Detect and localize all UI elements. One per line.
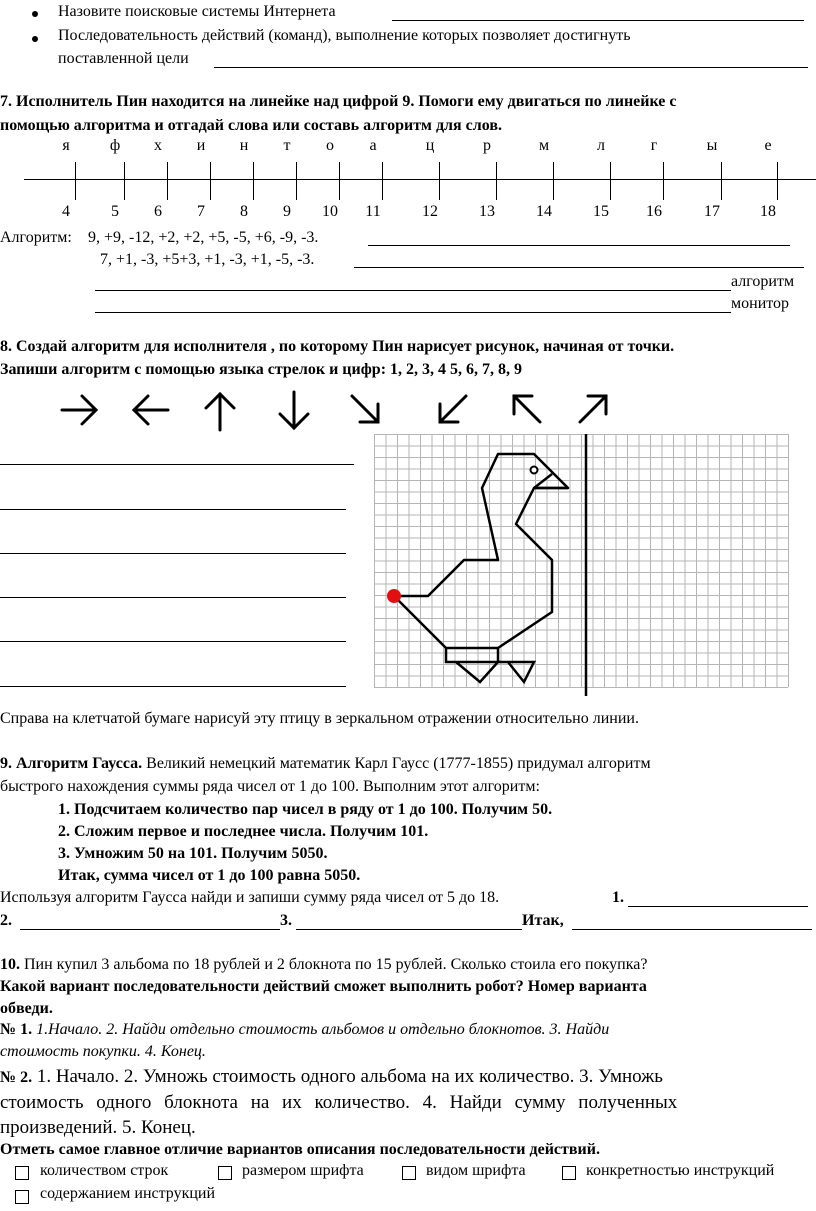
ruler-tick bbox=[253, 162, 254, 200]
ruler-tick bbox=[553, 162, 554, 200]
answer-line[interactable] bbox=[368, 245, 790, 246]
arrow-up-icon bbox=[198, 388, 242, 434]
ruler-tick bbox=[496, 162, 497, 200]
variant-1[interactable] bbox=[0, 1021, 609, 1039]
gauss-result: Итак, сумма чисел от 1 до 100 равна 5050. bbox=[58, 867, 361, 884]
ruler-number: 14 bbox=[536, 203, 552, 220]
ruler-letter: е bbox=[764, 137, 772, 154]
algorithm-1: 9, +9, -12, +2, +2, +5, -5, +6, -9, -3. bbox=[88, 229, 319, 246]
task8-heading-cont: Запиши алгоритм с помощью языка стрелок и цифр: 1, 2, 3, 4 5, 6, 7, 8, 9 bbox=[0, 361, 523, 378]
field-3-line[interactable] bbox=[296, 929, 522, 930]
ruler-number: 10 bbox=[322, 203, 338, 220]
variant-1-text-cont: стоимость покупки. 4. Конец. bbox=[0, 1043, 206, 1060]
checkbox-content[interactable] bbox=[15, 1190, 29, 1204]
arrow-down-left-icon bbox=[432, 390, 472, 430]
task9-use: Используя алгоритм Гаусса найди и запиши сумму ряда чисел от 5 до 18. bbox=[0, 889, 500, 906]
variant-2[interactable] bbox=[0, 1066, 663, 1088]
ruler-letter: т bbox=[283, 137, 291, 154]
bullet-sequence: Последовательность действий (команд), выполнение которых позволяет достигнуть bbox=[58, 27, 631, 44]
task10-question: Какой вариант последовательности действий сможет выполнить робот? Номер варианта bbox=[0, 978, 647, 995]
task8-heading: 8. Создай алгоритм для исполнителя , по которому Пин нарисует рисунок, начиная от точки. bbox=[0, 338, 675, 355]
answer-line[interactable] bbox=[354, 267, 804, 268]
ruler-letter: а bbox=[369, 137, 377, 154]
ruler-letter: ц bbox=[425, 137, 435, 154]
answer-line[interactable] bbox=[95, 312, 731, 313]
task10-intro bbox=[0, 956, 816, 974]
arrow-down-icon bbox=[272, 388, 316, 434]
task8-caption: Справа на клетчатой бумаге нарисуй эту птицу в зеркальном отражении относительно линии. bbox=[0, 710, 639, 727]
mark-heading: Отметь самое главное отличие вариантов описания последовательности действий. bbox=[0, 1141, 600, 1158]
grid-drawing bbox=[374, 434, 798, 698]
grid-with-bird[interactable] bbox=[374, 434, 798, 703]
option-rows: количеством строк bbox=[40, 1162, 169, 1179]
ruler-axis bbox=[24, 179, 816, 180]
ruler-tick bbox=[210, 162, 211, 200]
option-content: содержанием инструкций bbox=[40, 1185, 216, 1202]
algorithm-label: Алгоритм: bbox=[0, 229, 72, 246]
task7-heading-cont: помощью алгоритма и отгадай слова или составь алгоритм для слов. bbox=[0, 117, 502, 134]
bullet-search-engines: Назовите поисковые системы Интернета bbox=[58, 3, 336, 20]
ruler-number: 12 bbox=[422, 203, 438, 220]
gauss-step-1: 1. Подсчитаем количество пар чисел в ряду от 1 до 100. Получим 50. bbox=[58, 801, 553, 818]
ruler-number: 5 bbox=[111, 203, 119, 220]
ruler-letter: о bbox=[326, 137, 334, 154]
arrow-up-left-icon bbox=[506, 388, 546, 428]
variant-1-text: 1.Начало. 2. Найди отдельно стоимость альбомов и отдельно блокнотов. 3. Найди bbox=[32, 1021, 610, 1038]
ruler-number: 13 bbox=[479, 203, 495, 220]
variant-1-label: № 1. bbox=[0, 1021, 33, 1038]
task9-text: Великий немецкий математик Карл Гаусс (1777-1855) придумал алгоритм bbox=[142, 755, 651, 772]
task10-number: 10. bbox=[0, 956, 20, 973]
ruler-letter: я bbox=[62, 137, 70, 154]
word-monitor: монитор bbox=[731, 295, 790, 312]
ruler-number: 15 bbox=[593, 203, 609, 220]
variant-2-text-cont: стоимость одного блокнота на их количество. 4. Найди сумму полученных bbox=[0, 1092, 678, 1113]
field-2-label: 2. bbox=[0, 912, 12, 929]
ruler-letter: ф bbox=[109, 137, 121, 154]
ruler-tick bbox=[339, 162, 340, 200]
ruler-tick bbox=[777, 162, 778, 200]
answer-line[interactable] bbox=[0, 641, 346, 642]
ruler-tick bbox=[167, 162, 168, 200]
answer-line[interactable] bbox=[214, 67, 808, 68]
ruler-letter: н bbox=[239, 137, 249, 154]
ruler-number: 18 bbox=[760, 203, 776, 220]
arrow-down-right-icon bbox=[346, 390, 386, 430]
word-algorithm: алгоритм bbox=[731, 273, 795, 290]
ruler-number: 7 bbox=[197, 203, 205, 220]
ruler-tick bbox=[721, 162, 722, 200]
ruler-letter: м bbox=[538, 137, 550, 154]
gauss-step-2: 2. Сложим первое и последнее числа. Получим 101. bbox=[58, 823, 429, 840]
task9-intro bbox=[0, 755, 816, 773]
ruler-number: 6 bbox=[154, 203, 162, 220]
option-font-size: размером шрифта bbox=[242, 1162, 364, 1179]
ruler-letter: г bbox=[650, 137, 658, 154]
checkbox-rows[interactable] bbox=[15, 1166, 29, 1180]
task10-text: Пин купил 3 альбома по 18 рублей и 2 блокнота по 15 рублей. Сколько стоила его покупка? bbox=[20, 956, 648, 973]
variant-2-label: № 2. bbox=[0, 1069, 33, 1086]
task9-heading: 9. Алгоритм Гаусса. bbox=[0, 755, 143, 772]
bullet-dot bbox=[32, 11, 38, 17]
option-specificity: конкретностью инструкций bbox=[586, 1162, 775, 1179]
ruler-tick bbox=[296, 162, 297, 200]
answer-line[interactable] bbox=[95, 290, 731, 291]
ruler-letter: ы bbox=[706, 137, 718, 154]
ruler-number: 11 bbox=[365, 203, 381, 220]
checkbox-font-size[interactable] bbox=[218, 1166, 232, 1180]
ruler-number: 17 bbox=[704, 203, 720, 220]
answer-line[interactable] bbox=[0, 464, 354, 465]
ruler-letter: л bbox=[597, 137, 605, 154]
option-font-type: видом шрифта bbox=[426, 1162, 526, 1179]
ruler-number: 9 bbox=[283, 203, 291, 220]
bullet-dot bbox=[32, 36, 38, 42]
task9-text-cont: быстрого нахождения суммы ряда чисел от 1 до 100. Выполним этот алгоритм: bbox=[0, 778, 540, 795]
field-1-line[interactable] bbox=[628, 906, 808, 907]
field-1-label: 1. bbox=[612, 889, 624, 906]
ruler-number: 4 bbox=[62, 203, 70, 220]
ruler-tick bbox=[663, 162, 664, 200]
answer-line[interactable] bbox=[0, 553, 346, 554]
start-point bbox=[387, 589, 401, 603]
arrow-up-right-icon bbox=[574, 388, 614, 428]
ruler-tick bbox=[382, 162, 383, 200]
ruler-letter: р bbox=[483, 137, 491, 154]
ruler-letter: и bbox=[196, 137, 206, 154]
field-final-line[interactable] bbox=[572, 929, 812, 930]
field-2-line[interactable] bbox=[20, 929, 280, 930]
field-3-label: 3. bbox=[280, 912, 292, 929]
variant-2-text-end: произведений. 5. Конец. bbox=[0, 1117, 196, 1138]
ruler-number: 8 bbox=[240, 203, 248, 220]
ruler-tick bbox=[75, 162, 76, 200]
checkbox-font-type[interactable] bbox=[402, 1166, 416, 1180]
answer-line[interactable] bbox=[0, 509, 346, 510]
ruler-tick bbox=[439, 162, 440, 200]
bullet-sequence-cont: поставленной цели bbox=[58, 50, 189, 67]
arrow-left-icon bbox=[128, 390, 172, 430]
gauss-step-3: 3. Умножим 50 на 101. Получим 5050. bbox=[58, 845, 328, 862]
field-final-label: Итак, bbox=[522, 912, 564, 929]
ruler-tick bbox=[124, 162, 125, 200]
answer-line[interactable] bbox=[392, 20, 804, 21]
ruler-tick bbox=[610, 162, 611, 200]
task7-heading: 7. Исполнитель Пин находится на линейке над цифрой 9. Помоги ему двигаться по линейке с bbox=[0, 93, 677, 110]
answer-line[interactable] bbox=[0, 597, 346, 598]
task10-question-cont: обведи. bbox=[0, 1000, 53, 1017]
arrow-right-icon bbox=[58, 390, 102, 430]
ruler-number: 16 bbox=[646, 203, 662, 220]
bird-eye bbox=[531, 467, 538, 474]
ruler-letter: х bbox=[154, 137, 162, 154]
variant-2-text: 1. Начало. 2. Умножь стоимость одного альбома на их количество. 3. Умножь bbox=[32, 1066, 663, 1087]
answer-line[interactable] bbox=[0, 686, 346, 687]
algorithm-2: 7, +1, -3, +5+3, +1, -3, +1, -5, -3. bbox=[100, 251, 315, 268]
checkbox-specificity[interactable] bbox=[562, 1166, 576, 1180]
